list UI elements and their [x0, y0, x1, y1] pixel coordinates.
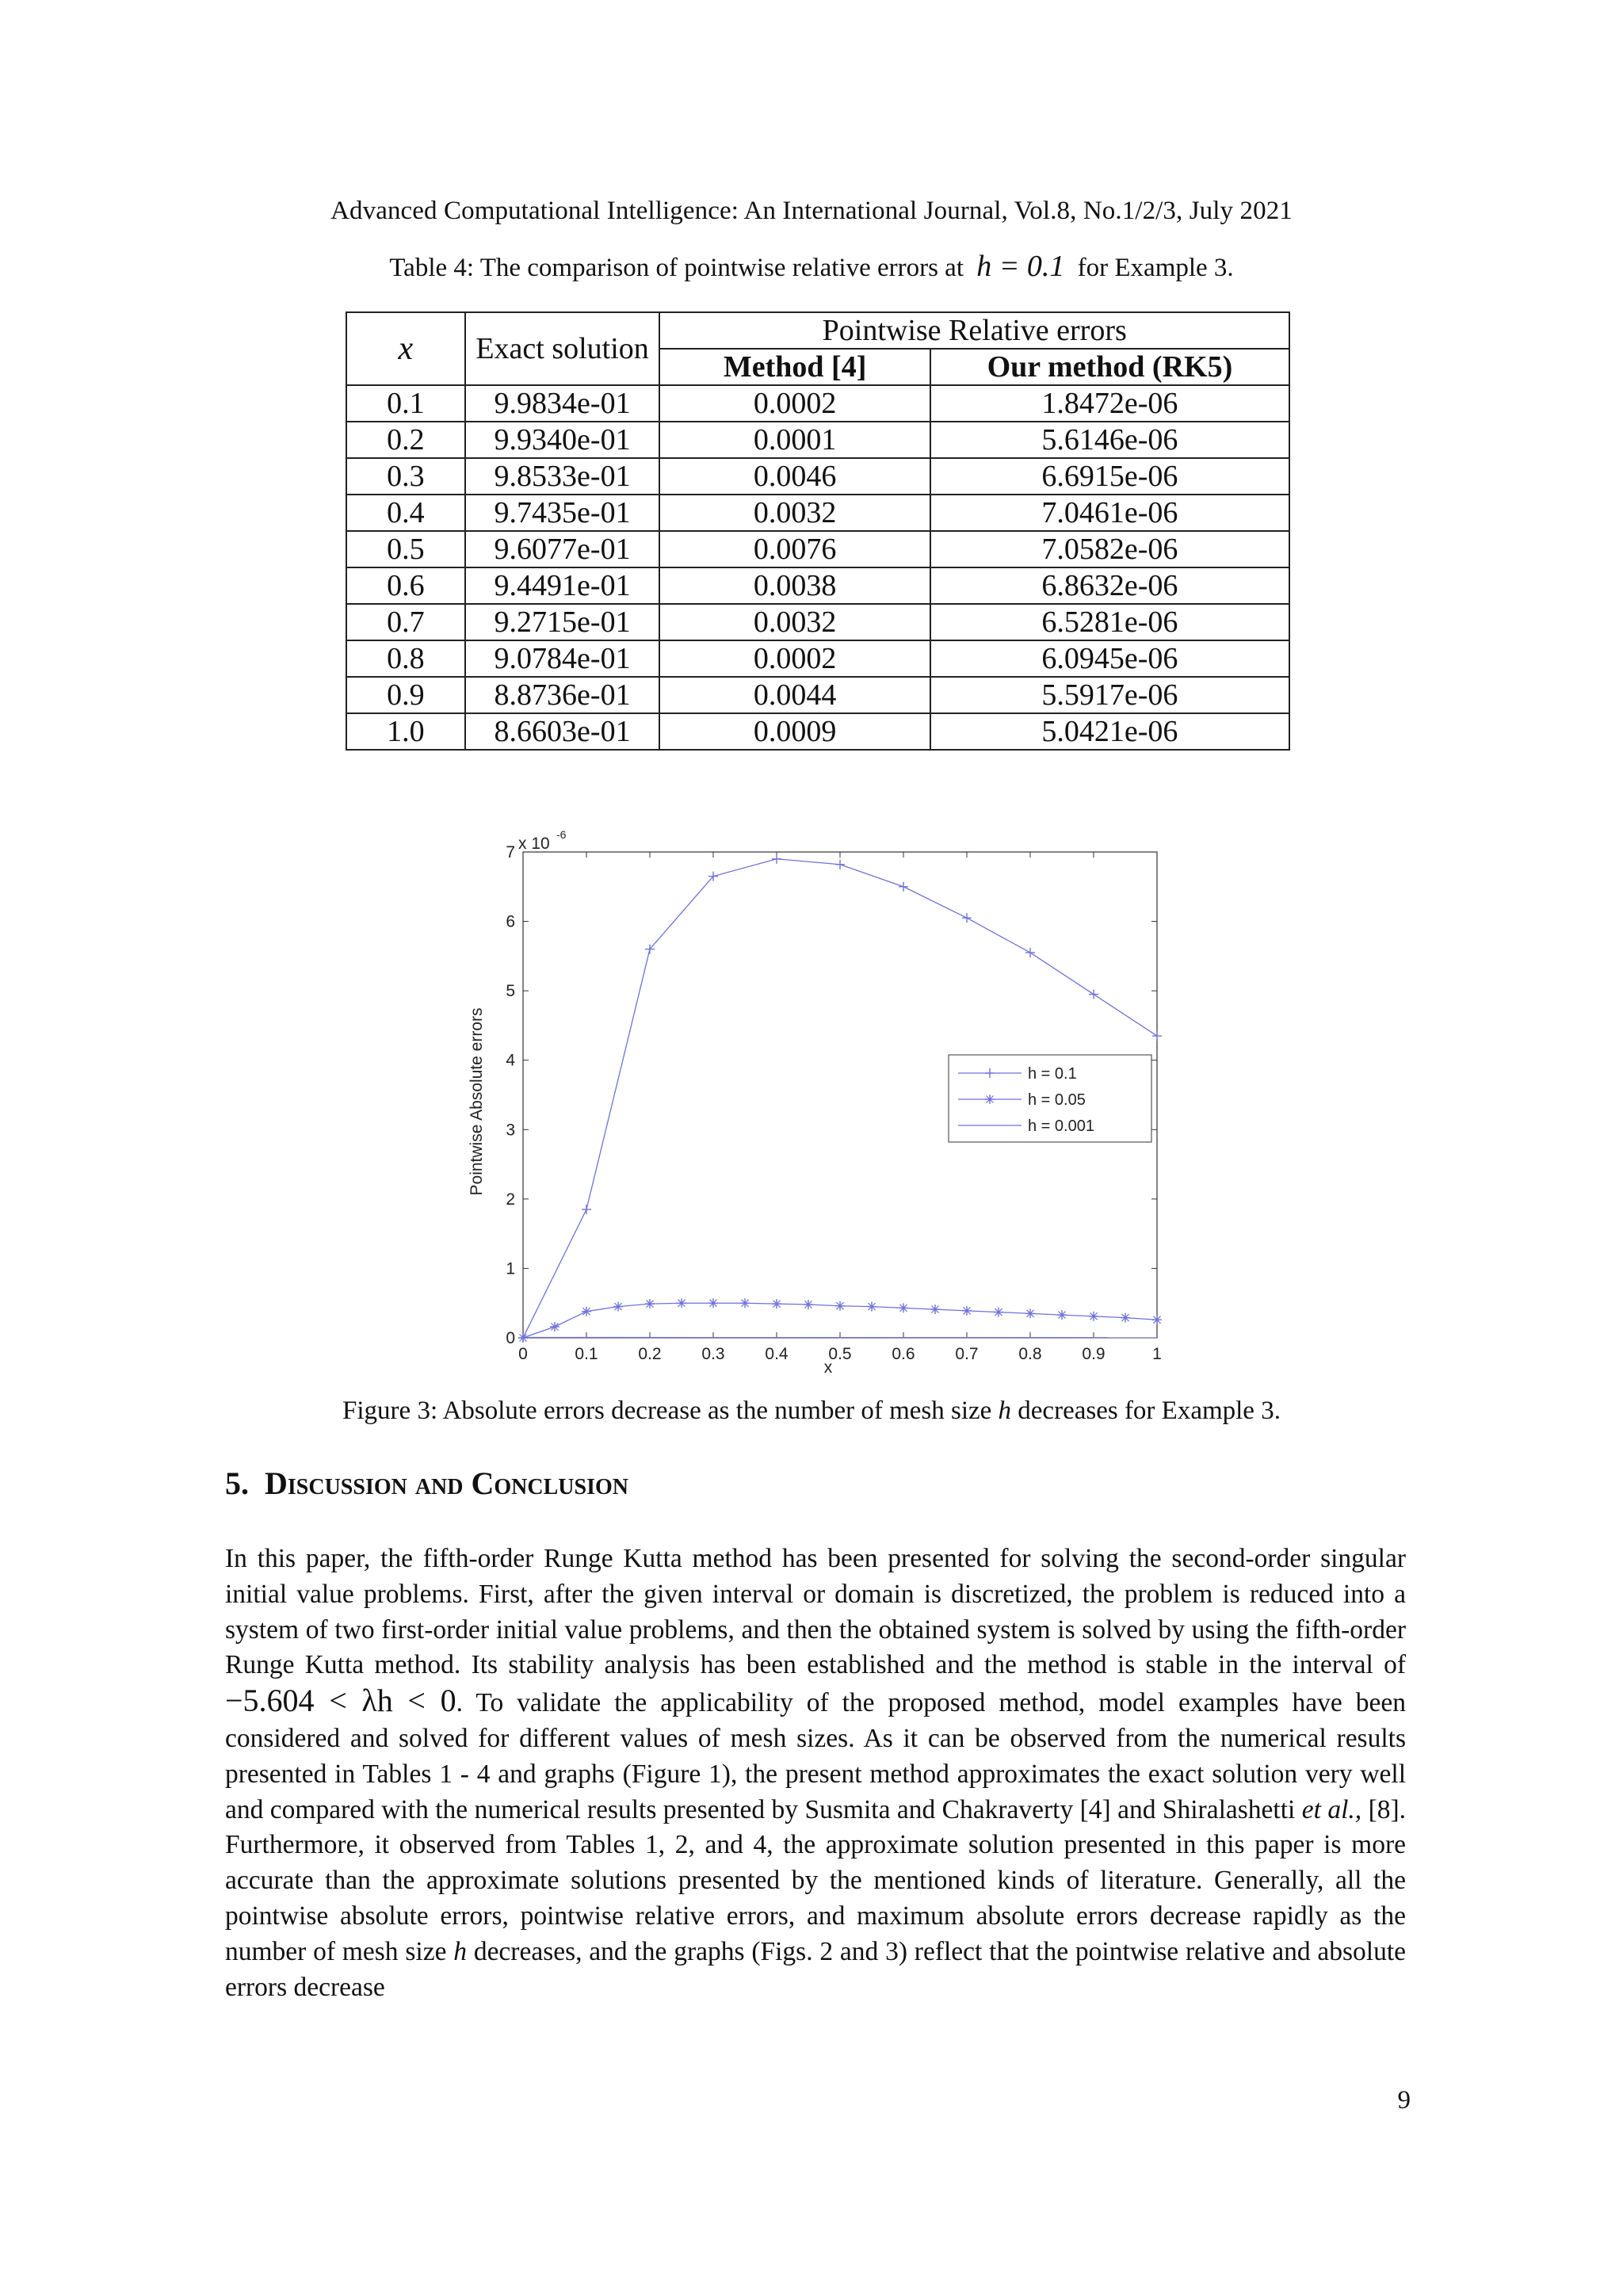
cell-x: 1.0 [346, 713, 465, 750]
marker-star [772, 1299, 781, 1308]
cell-ours: 6.8632e-06 [930, 567, 1289, 604]
marker-star [1152, 1315, 1162, 1324]
cell-exact: 9.0784e-01 [465, 640, 660, 677]
figure-caption-text: Figure 3: Absolute errors decrease as the number of mesh size [342, 1396, 992, 1425]
figure-caption [0, 1396, 1623, 1426]
marker-star [708, 1298, 718, 1308]
marker-plus [772, 854, 781, 864]
y-tick-label: 0 [506, 1329, 515, 1347]
table-body [346, 385, 1289, 750]
marker-plus [582, 1205, 591, 1214]
section-number: 5. [225, 1465, 249, 1501]
y-tick-label: 7 [506, 843, 515, 861]
cell-method4: 0.0001 [659, 422, 930, 458]
cell-exact: 8.8736e-01 [465, 677, 660, 713]
table-row [346, 640, 1289, 677]
cell-ours: 7.0461e-06 [930, 495, 1289, 531]
cell-exact: 9.8533e-01 [465, 458, 660, 495]
legend-label: h = 0.05 [1028, 1091, 1086, 1109]
x-tick-label: 1 [1152, 1345, 1162, 1363]
section-title: Discussion and Conclusion [265, 1465, 628, 1501]
col-header-exact: Exact solution [465, 312, 660, 385]
x-tick-label: 0.8 [1018, 1345, 1042, 1363]
cell-method4: 0.0009 [659, 713, 930, 750]
marker-star [867, 1302, 876, 1312]
marker-star [550, 1322, 559, 1331]
cell-x: 0.5 [346, 531, 465, 567]
marker-star [930, 1305, 940, 1314]
cell-x: 0.3 [346, 458, 465, 495]
legend-label: h = 0.1 [1028, 1065, 1077, 1083]
paragraph-text-3: [8]. Furthermore, it observed from Tables 1, 2, and 4, the approximate solution presented in this paper is more accurate than the approximate solutions presented by the mentioned kinds of literature. Generally, all the pointwise absolute errors, pointwise relative errors, and maximum absolute errors decrease rapidly as the number of mesh size [225, 1794, 1407, 1966]
marker-star [613, 1302, 623, 1312]
legend-label: h = 0.001 [1028, 1117, 1094, 1135]
mesh-h: h [453, 1936, 467, 1966]
col-header-ours: Our method (RK5) [930, 349, 1289, 385]
marker-plus [899, 882, 908, 892]
marker-star [1057, 1310, 1067, 1320]
marker-plus [962, 913, 972, 923]
table-caption-text: Table 4: The comparison of pointwise relative errors at [389, 254, 964, 282]
page-number: 9 [1397, 2086, 1411, 2115]
y-scale-exponent: -6 [556, 828, 567, 841]
running-header: Advanced Computational Intelligence: An International Journal, Vol.8, No.1/2/3, July 2021 [330, 197, 1293, 225]
marker-plus [1089, 990, 1098, 999]
marker-star [994, 1308, 1003, 1317]
paragraph-text-2: . To validate the applicability of the proposed method, model examples have been considered and solved for different values of mesh sizes. As it can be observed from the numerical results presented in Tables 1 - 4 and graphs (Figure 1), the present method approximates the exact solution very well and compared with the numerical results presented by Susmita and Chakraverty [4] and Shiralashetti [225, 1688, 1406, 1824]
cell-method4: 0.0076 [659, 531, 930, 567]
marker-star [1025, 1308, 1035, 1318]
cell-x: 0.1 [346, 385, 465, 422]
marker-plus [835, 860, 845, 869]
col-header-method4: Method [4] [659, 349, 930, 385]
y-tick-label: 3 [506, 1121, 515, 1140]
cell-x: 0.4 [346, 495, 465, 531]
x-tick-label: 0.9 [1082, 1345, 1106, 1363]
y-tick-label: 6 [506, 912, 515, 931]
cell-exact: 9.4491e-01 [465, 567, 660, 604]
cell-method4: 0.0002 [659, 640, 930, 677]
y-scale-label: x 10 [518, 835, 550, 853]
marker-star [835, 1301, 845, 1311]
cell-ours: 6.6915e-06 [930, 458, 1289, 495]
table-row [346, 677, 1289, 713]
y-tick-label: 1 [506, 1259, 515, 1278]
conclusion-paragraph [225, 1541, 1406, 2005]
cell-exact: 9.9340e-01 [465, 422, 660, 458]
marker-star [1121, 1313, 1130, 1323]
figure-caption-h: h [998, 1396, 1012, 1425]
x-tick-label: 0.6 [892, 1345, 915, 1363]
cell-exact: 8.6603e-01 [465, 713, 660, 750]
paragraph-text-1: In this paper, the fifth-order Runge Kutta method has been presented for solving the second-order singular initial value problems. First, after the given interval or domain is discretized, the problem is reduced into a system of two first-order initial value problems, and then the obtained system is solved by using the fifth-order Runge Kutta method. Its stability analysis has been established and the method is stable in the interval of [225, 1544, 1406, 1680]
paragraph-text-4: decreases, and the graphs (Figs. 2 and 3) reflect that the pointwise relative and absolute errors decrease [225, 1936, 1407, 2002]
cell-method4: 0.0038 [659, 567, 930, 604]
col-header-group: Pointwise Relative errors [659, 312, 1289, 349]
x-tick-label: 0.1 [575, 1345, 598, 1363]
et-al: et al., [1301, 1794, 1362, 1824]
cell-ours: 6.0945e-06 [930, 640, 1289, 677]
cell-ours: 5.6146e-06 [930, 422, 1289, 458]
table-caption-math: h = 0.1 [976, 250, 1065, 283]
x-tick-label: 0.5 [828, 1345, 852, 1363]
cell-method4: 0.0032 [659, 604, 930, 640]
cell-method4: 0.0032 [659, 495, 930, 531]
y-axis-label: Pointwise Absolute errors [468, 1007, 486, 1196]
stability-interval: −5.604 < λh < 0 [225, 1683, 456, 1719]
cell-exact: 9.6077e-01 [465, 531, 660, 567]
col-header-x: x [346, 312, 465, 385]
table-caption-suffix: for Example 3. [1077, 254, 1234, 282]
y-tick-label: 5 [506, 982, 515, 1001]
x-tick-label: 0 [518, 1345, 528, 1363]
marker-star [1089, 1312, 1098, 1321]
cell-ours: 5.5917e-06 [930, 677, 1289, 713]
table-caption [0, 249, 1623, 284]
x-tick-label: 0.7 [955, 1345, 979, 1363]
marker-plus [1025, 948, 1035, 957]
y-tick-label: 2 [506, 1190, 515, 1209]
section-heading [225, 1465, 628, 1502]
marker-star [804, 1300, 813, 1309]
table-row [346, 713, 1289, 750]
table-row [346, 567, 1289, 604]
cell-ours: 7.0582e-06 [930, 531, 1289, 567]
cell-x: 0.7 [346, 604, 465, 640]
table-row [346, 604, 1289, 640]
x-tick-label: 0.4 [765, 1345, 789, 1363]
cell-exact: 9.7435e-01 [465, 495, 660, 531]
table-row [346, 422, 1289, 458]
marker-plus [1152, 1031, 1162, 1041]
cell-ours: 5.0421e-06 [930, 713, 1289, 750]
marker-star [677, 1298, 686, 1308]
relative-errors-table [346, 311, 1290, 751]
table-row [346, 531, 1289, 567]
absolute-errors-chart [460, 808, 1173, 1379]
marker-star [962, 1306, 972, 1316]
cell-exact: 9.2715e-01 [465, 604, 660, 640]
cell-exact: 9.9834e-01 [465, 385, 660, 422]
table-row [346, 385, 1289, 422]
y-tick-label: 4 [506, 1051, 515, 1070]
table-row [346, 458, 1289, 495]
marker-star [740, 1298, 750, 1308]
marker-star [985, 1095, 995, 1104]
marker-star [582, 1307, 591, 1316]
cell-x: 0.6 [346, 567, 465, 604]
table-row [346, 495, 1289, 531]
cell-x: 0.8 [346, 640, 465, 677]
cell-ours: 1.8472e-06 [930, 385, 1289, 422]
cell-x: 0.9 [346, 677, 465, 713]
cell-method4: 0.0046 [659, 458, 930, 495]
x-tick-label: 0.3 [701, 1345, 725, 1363]
marker-star [899, 1303, 908, 1312]
cell-ours: 6.5281e-06 [930, 604, 1289, 640]
figure-caption-suffix: decreases for Example 3. [1018, 1396, 1281, 1425]
marker-star [645, 1299, 655, 1308]
legend [949, 1055, 1151, 1142]
cell-x: 0.2 [346, 422, 465, 458]
x-axis-label: x [823, 1358, 833, 1377]
cell-method4: 0.0002 [659, 385, 930, 422]
cell-method4: 0.0044 [659, 677, 930, 713]
x-tick-label: 0.2 [638, 1345, 662, 1363]
figure-3 [460, 808, 1173, 1379]
